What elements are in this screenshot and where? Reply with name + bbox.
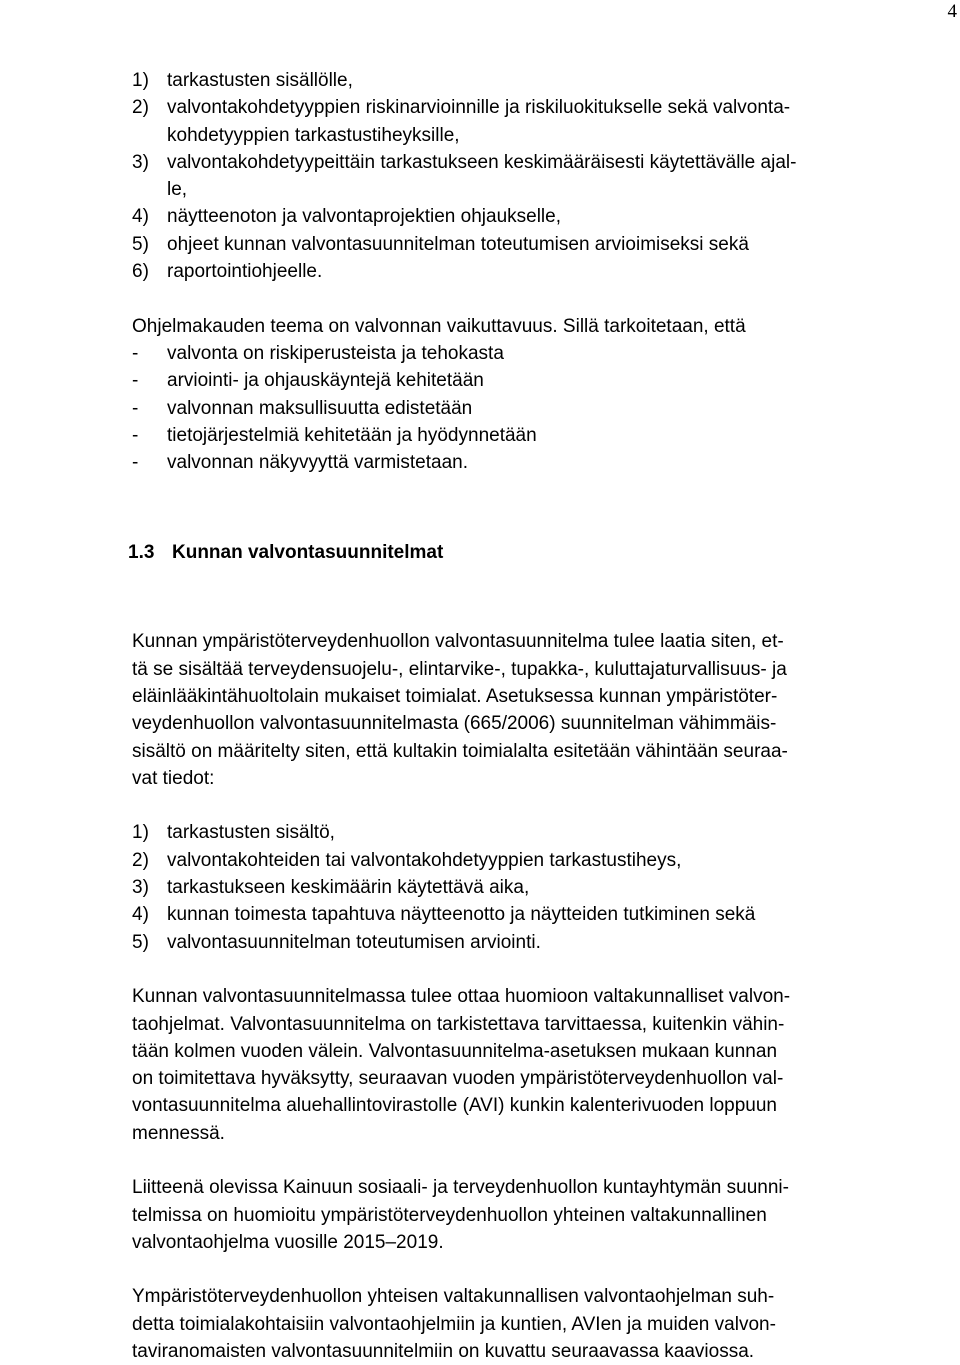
page-number: 4	[947, 1, 957, 22]
paragraph-diagram-intro: Ympäristöterveydenhuollon yhteisen valtakunnallisen valvontaohjelman suh- detta toimialakohtaisiin valvontaohjelmiin ja kuntien, AVIen ja muiden valvon- taviranomaisten valvontasuunnitelmiin on kuvattu seuraavassa kaaviossa.	[132, 1286, 776, 1363]
list-item: - valvonta on riskiperusteista ja tehokasta	[132, 342, 504, 364]
section-number: 1.3	[128, 541, 155, 563]
dash-list-theme	[132, 340, 958, 476]
list-item: 5) valvontasuunnitelman toteutumisen arviointi.	[132, 931, 541, 953]
list-item: 3) valvontakohdetyypeittäin tarkastukseen keskimääräisesti käytettävälle ajal-	[132, 151, 797, 173]
paragraph-plan-requirements: Kunnan ympäristöterveydenhuollon valvontasuunnitelma tulee laatia siten, et- tä se sisältää terveydensuojelu-, elintarvike-, tupakka-, kuluttajaturvallisuus- ja eläinlääkintähuoltolain mukaiset toimialat. Asetuksessa kunnan ympäristöter- veydenhuollon valvontasuunnitelmasta (665/2006) suunnitelman vähimmäis- sisältö on määritelty siten, että kultakin toimialalta esitetään vähintään seuraa- vat tiedot:	[132, 631, 788, 789]
list-item: 4) näytteenoton ja valvontaprojektien ohjaukselle,	[132, 206, 561, 228]
list-item: 1) tarkastusten sisällölle,	[132, 70, 353, 91]
section-title: Kunnan valvontasuunnitelmat	[172, 541, 444, 563]
paragraph-national-programmes: Kunnan valvontasuunnitelmassa tulee ottaa huomioon valtakunnalliset valvon- taohjelmat. Valvontasuunnitelma on tarkistettava tarvittaessa, kuitenkin vähin- tään kolmen vuoden välein. Valvontasuunnitelma-asetuksen mukaan kunnan on toimitettava hyväksytty, seuraavan vuoden ympäristöterveydenhuollon val- vontasuunnitelma aluehallintovirastolle (AVI) kunkin kalenterivuoden loppuun mennessä.	[132, 986, 791, 1144]
numbered-list-minimum-contents	[132, 819, 958, 955]
list-item: 4) kunnan toimesta tapahtuva näytteenotto ja näytteiden tutkiminen sekä	[132, 904, 756, 926]
list-item-continuation: le,	[167, 179, 188, 201]
numbered-list-plan-contents	[132, 67, 958, 285]
section-heading	[128, 539, 958, 566]
list-item: 2) valvontakohdetyyppien riskinarvioinnille ja riskiluokitukselle sekä valvonta-	[132, 97, 791, 119]
list-item: - tietojärjestelmiä kehitetään ja hyödynnetään	[132, 424, 537, 446]
list-item: - valvonnan maksullisuutta edistetään	[132, 397, 473, 419]
list-item: - valvonnan näkyvyyttä varmistetaan.	[132, 452, 468, 474]
list-item: 2) valvontakohteiden tai valvontakohdetyyppien tarkastustiheys,	[132, 849, 682, 871]
paragraph-kainuu-plans: Liitteenä olevissa Kainuun sosiaali- ja terveydenhuollon kuntayhtymän suunni- telmissa on huomioitu ympäristöterveydenhuollon yhteinen valtakunnallinen valvontaohjelma vuosille 2015–2019.	[132, 1177, 789, 1253]
list-item: 1) tarkastusten sisältö,	[132, 822, 335, 844]
list-item: - arviointi- ja ohjauskäyntejä kehitetään	[132, 370, 484, 392]
list-item: 5) ohjeet kunnan valvontasuunnitelman toteutumisen arvioimiseksi sekä	[132, 233, 749, 255]
theme-paragraph: Ohjelmakauden teema on valvonnan vaikuttavuus. Sillä tarkoitetaan, että	[132, 315, 746, 337]
list-item-continuation: kohdetyyppien tarkastustiheyksille,	[167, 124, 460, 146]
document-body	[128, 67, 958, 1365]
list-item: 3) tarkastukseen keskimäärin käytettävä aika,	[132, 877, 530, 899]
list-item: 6) raportointiohjeelle.	[132, 261, 323, 283]
